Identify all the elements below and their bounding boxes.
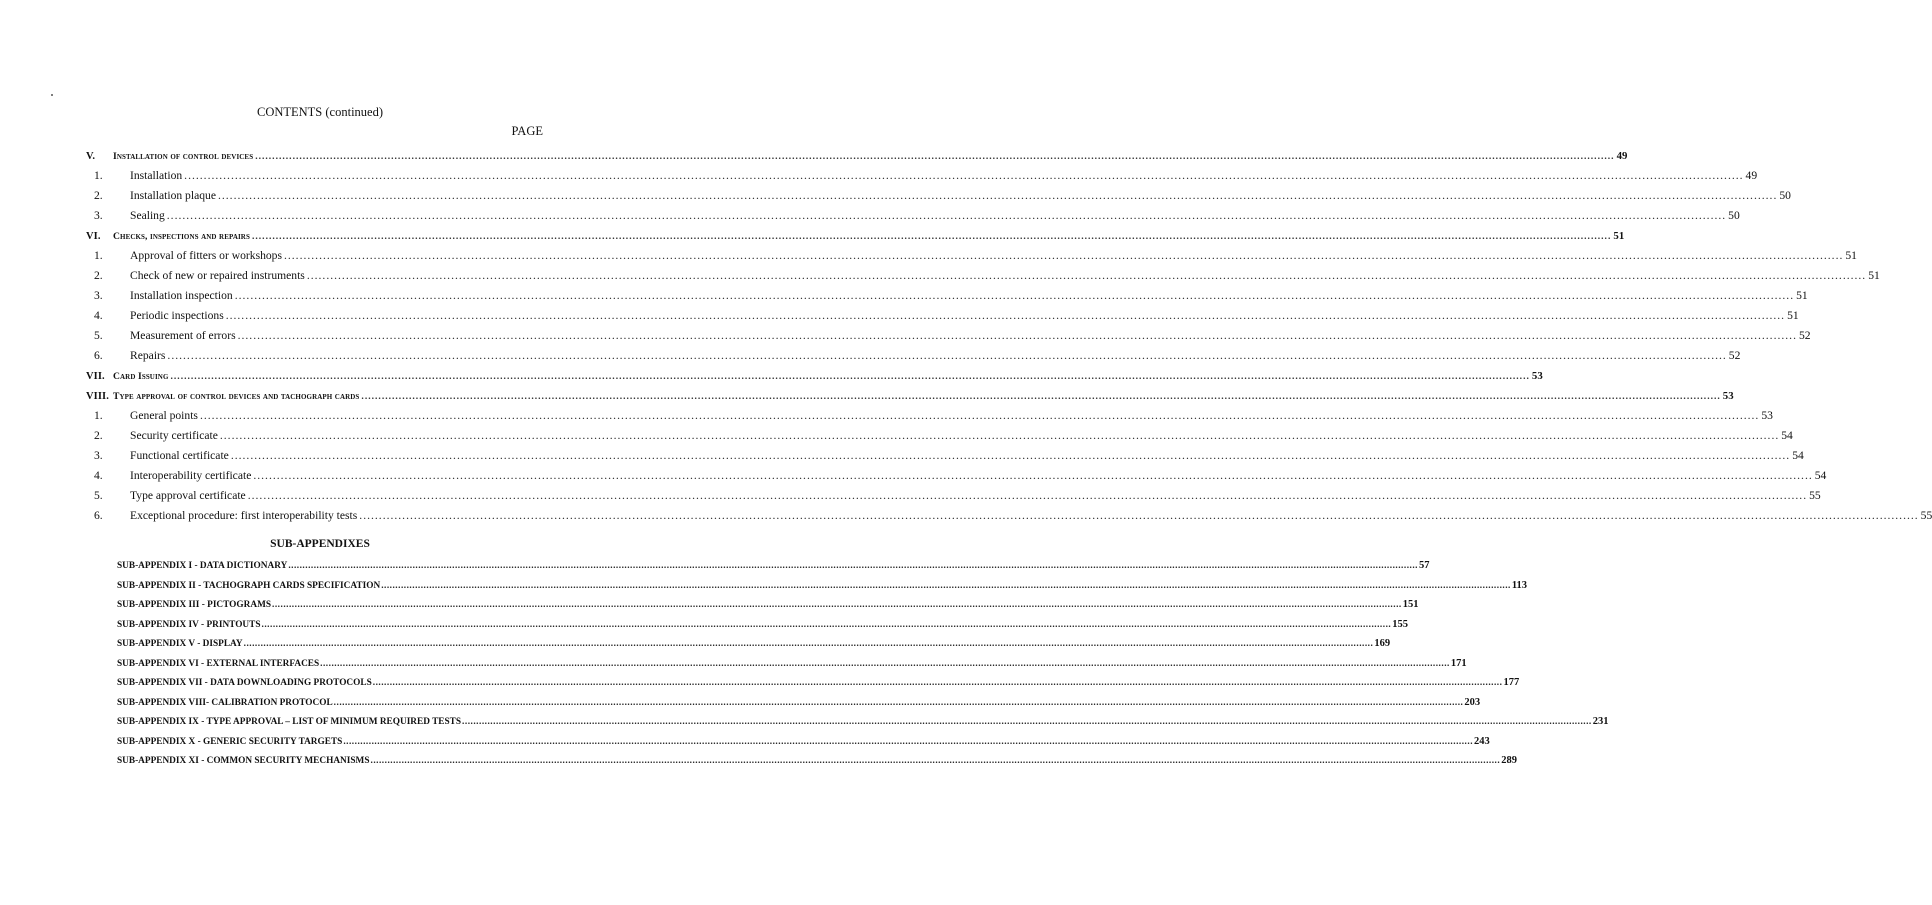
toc-entry-number: 5. [94, 329, 103, 342]
toc-entry-label: Periodic inspections [130, 309, 224, 322]
dot-leader: ................................................................................................................................................................................................................................................................................................................................................................................................................ [283, 249, 1844, 262]
dot-leader: ................................................................................................................................................................................................................................................................................................................................................................................................................ [272, 600, 1402, 610]
sub-appendix-page: 289 [1501, 755, 1517, 766]
toc-entry-page: 50 [1728, 209, 1740, 222]
sub-appendix-label: SUB-APPENDIX III - PICTOGRAMS [117, 600, 272, 610]
toc-item-row[interactable] [86, 246, 1857, 266]
toc-entry-page: 55 [1920, 509, 1932, 522]
dot-leader: ................................................................................................................................................................................................................................................................................................................................................................................................................ [225, 309, 1786, 322]
toc-section-row[interactable] [86, 366, 1543, 386]
toc-entry-page: 50 [1779, 189, 1791, 202]
sub-appendix-row[interactable] [117, 673, 1520, 693]
sub-appendix-row[interactable] [117, 751, 1517, 771]
toc-entry-label: Interoperability certificate [130, 469, 252, 482]
toc-entry-number: 3. [94, 449, 103, 462]
sub-appendix-page: 169 [1374, 638, 1391, 649]
toc-entry-number: 6. [94, 509, 103, 522]
toc-entry-number: 1. [94, 409, 103, 422]
toc-item-row[interactable] [86, 446, 1804, 466]
dot-leader: ................................................................................................................................................................................................................................................................................................................................................................................................................ [333, 697, 1464, 708]
dot-leader: ................................................................................................................................................................................................................................................................................................................................................................................................................ [184, 169, 1744, 182]
toc-entry-page: 52 [1798, 329, 1811, 342]
page-title: CONTENTS (continued) [256, 105, 384, 119]
toc-entry-page: 51 [1613, 230, 1625, 242]
toc-section-row[interactable] [86, 146, 1628, 166]
toc-entry-number: 1. [94, 249, 103, 262]
dot-leader: ................................................................................................................................................................................................................................................................................................................................................................................................................ [372, 678, 1503, 688]
toc-entry-page: 51 [1845, 249, 1857, 262]
dot-leader: ................................................................................................................................................................................................................................................................................................................................................................................................................ [253, 469, 1813, 482]
toc-item-row[interactable] [86, 506, 1932, 526]
toc-entry-label: Installation of control devices [113, 151, 254, 162]
sub-appendix-page: 231 [1592, 716, 1609, 727]
toc-item-row[interactable] [86, 466, 1827, 486]
sub-appendix-label: SUB-APPENDIX X - GENERIC SECURITY TARGETS [117, 736, 343, 747]
sub-appendix-page: 171 [1450, 657, 1467, 669]
dot-leader: ................................................................................................................................................................................................................................................................................................................................................................................................................ [251, 231, 1612, 242]
sub-appendix-label: SUB-APPENDIX IV - PRINTOUTS [117, 619, 261, 630]
toc-entry-label: Installation [130, 169, 183, 182]
toc-item-row[interactable] [86, 286, 1808, 306]
toc-entry-label: Approval of fitters or workshops [130, 249, 282, 262]
dot-leader: ................................................................................................................................................................................................................................................................................................................................................................................................................ [219, 429, 1780, 442]
sub-appendix-label: SUB-APPENDIX VI - EXTERNAL INTERFACES [117, 658, 320, 669]
toc-entry-label: Installation plaque [130, 189, 216, 202]
toc-entry-page: 53 [1722, 390, 1734, 402]
toc-item-row[interactable] [86, 166, 1758, 186]
sub-appendix-page: 151 [1402, 599, 1419, 610]
toc-entry-number: 4. [94, 469, 103, 482]
dot-leader: ................................................................................................................................................................................................................................................................................................................................................................................................................ [199, 409, 1760, 422]
toc-section-row[interactable] [86, 226, 1625, 246]
toc-entry-page: 55 [1809, 489, 1821, 502]
toc-item-row[interactable] [86, 266, 1880, 286]
toc-entry-label: Security certificate [130, 429, 218, 442]
sub-appendix-row[interactable] [117, 654, 1467, 674]
toc-entry-page: 52 [1728, 349, 1741, 362]
toc-item-row[interactable] [86, 206, 1740, 226]
toc-entry-number: 2. [94, 189, 103, 202]
toc-item-row[interactable] [86, 326, 1811, 346]
sub-appendix-page: 243 [1474, 735, 1490, 747]
dot-leader: ................................................................................................................................................................................................................................................................................................................................................................................................................ [255, 151, 1615, 162]
dot-leader: ................................................................................................................................................................................................................................................................................................................................................................................................................ [381, 580, 1511, 591]
dot-leader: ................................................................................................................................................................................................................................................................................................................................................................................................................ [306, 269, 1867, 282]
sub-appendixes-heading: SUB-APPENDIXES [270, 538, 370, 550]
toc-entry-page: 49 [1616, 150, 1628, 162]
toc-entry-page: 54 [1781, 429, 1793, 442]
toc-item-row[interactable] [86, 306, 1799, 326]
dot-leader: ................................................................................................................................................................................................................................................................................................................................................................................................................ [359, 509, 1919, 522]
toc-entry-number: VI. [86, 231, 101, 242]
dot-leader: ................................................................................................................................................................................................................................................................................................................................................................................................................ [370, 756, 1501, 766]
toc-entry-number: 3. [94, 209, 103, 222]
toc-entry-number: 6. [94, 349, 103, 362]
toc-entry-label: Exceptional procedure: first interoperability tests [130, 509, 358, 522]
sub-appendix-label: SUB-APPENDIX II - TACHOGRAPH CARDS SPECIFICATION [117, 580, 381, 591]
toc-entry-page: 54 [1792, 449, 1804, 462]
toc-entry-number: 2. [94, 269, 103, 282]
sub-appendix-row[interactable] [117, 595, 1419, 615]
toc-item-row[interactable] [86, 346, 1741, 366]
toc-entry-label: Repairs [130, 349, 166, 362]
toc-entry-number: 2. [94, 429, 103, 442]
dot-leader: ................................................................................................................................................................................................................................................................................................................................................................................................................ [247, 489, 1808, 502]
toc-entry-label: Checks, inspections and repairs [113, 231, 250, 242]
toc-entry-label: Type approval certificate [130, 489, 246, 502]
toc-entry-label: Measurement of errors [130, 329, 236, 342]
sub-appendix-row[interactable] [117, 615, 1408, 635]
toc-entry-page: 53 [1531, 370, 1543, 382]
page-column-header: PAGE [511, 124, 543, 138]
toc-entry-number: VII. [86, 371, 105, 382]
toc-entry-page: 51 [1787, 309, 1799, 322]
toc-entry-page: 53 [1761, 409, 1773, 422]
toc-entry-number: VIII. [86, 391, 109, 402]
toc-entry-label: General points [130, 409, 198, 422]
sub-appendix-label: SUB-APPENDIX V - DISPLAY [117, 639, 243, 649]
dot-leader: ................................................................................................................................................................................................................................................................................................................................................................................................................ [166, 209, 1727, 222]
sub-appendix-page: 113 [1511, 579, 1528, 591]
toc-item-row[interactable] [86, 186, 1791, 206]
sub-appendix-label: SUB-APPENDIX XI - COMMON SECURITY MECHANISMS [117, 756, 370, 766]
toc-entry-page: 51 [1796, 289, 1808, 302]
sub-appendix-page: 203 [1464, 696, 1481, 708]
dot-leader: ................................................................................................................................................................................................................................................................................................................................................................................................................ [237, 329, 1797, 342]
sub-appendix-label: SUB-APPENDIX VIII- CALIBRATION PROTOCOL [117, 697, 333, 708]
toc-entry-number: 4. [94, 309, 103, 322]
dot-leader: ................................................................................................................................................................................................................................................................................................................................................................................................................ [261, 619, 1392, 630]
toc-section-row[interactable] [86, 386, 1734, 406]
scan-speck [51, 94, 53, 96]
sub-appendix-label: SUB-APPENDIX VII - DATA DOWNLOADING PROTOCOLS [117, 678, 372, 688]
toc-item-row[interactable] [86, 486, 1821, 506]
dot-leader: ................................................................................................................................................................................................................................................................................................................................................................................................................ [361, 391, 1721, 402]
toc-entry-label: Card Issuing [113, 371, 169, 382]
sub-appendix-label: SUB-APPENDIX IX - TYPE APPROVAL – LIST OF MINIMUM REQUIRED TESTS [117, 717, 462, 727]
sub-appendix-label: SUB-APPENDIX I - DATA DICTIONARY [117, 561, 288, 571]
toc-item-row[interactable] [86, 426, 1793, 446]
toc-entry-number: V. [86, 151, 96, 162]
table-of-contents [86, 146, 1932, 526]
dot-leader: ................................................................................................................................................................................................................................................................................................................................................................................................................ [243, 639, 1374, 649]
sub-appendix-page: 177 [1503, 677, 1520, 688]
sub-appendix-row[interactable] [117, 634, 1391, 654]
toc-entry-label: Installation inspection [130, 289, 233, 302]
sub-appendix-page: 155 [1392, 618, 1408, 630]
toc-entry-label: Check of new or repaired instruments [130, 269, 305, 282]
dot-leader: ................................................................................................................................................................................................................................................................................................................................................................................................................ [343, 736, 1474, 747]
dot-leader: ................................................................................................................................................................................................................................................................................................................................................................................................................ [234, 289, 1795, 302]
toc-entry-label: Type approval of control devices and tachograph cards [113, 391, 360, 402]
dot-leader: ................................................................................................................................................................................................................................................................................................................................................................................................................ [217, 189, 1778, 202]
sub-appendix-page: 57 [1419, 560, 1430, 571]
toc-entry-label: Sealing [130, 209, 165, 222]
toc-entry-number: 5. [94, 489, 103, 502]
toc-entry-page: 49 [1745, 169, 1758, 182]
dot-leader: ................................................................................................................................................................................................................................................................................................................................................................................................................ [462, 717, 1592, 727]
sub-appendix-row[interactable] [117, 712, 1609, 732]
sub-appendix-list [117, 556, 1609, 771]
toc-entry-page: 54 [1814, 469, 1827, 482]
toc-entry-number: 1. [94, 169, 103, 182]
sub-appendix-row[interactable] [117, 576, 1528, 596]
toc-item-row[interactable] [86, 406, 1773, 426]
dot-leader: ................................................................................................................................................................................................................................................................................................................................................................................................................ [320, 658, 1450, 669]
toc-entry-label: Functional certificate [130, 449, 229, 462]
dot-leader: ................................................................................................................................................................................................................................................................................................................................................................................................................ [170, 371, 1530, 382]
dot-leader: ................................................................................................................................................................................................................................................................................................................................................................................................................ [230, 449, 1791, 462]
sub-appendix-row[interactable] [117, 556, 1430, 576]
dot-leader: ................................................................................................................................................................................................................................................................................................................................................................................................................ [288, 561, 1418, 571]
sub-appendix-row[interactable] [117, 732, 1490, 752]
toc-entry-number: 3. [94, 289, 103, 302]
sub-appendix-row[interactable] [117, 693, 1481, 713]
toc-entry-page: 51 [1868, 269, 1880, 282]
dot-leader: ................................................................................................................................................................................................................................................................................................................................................................................................................ [167, 349, 1727, 362]
